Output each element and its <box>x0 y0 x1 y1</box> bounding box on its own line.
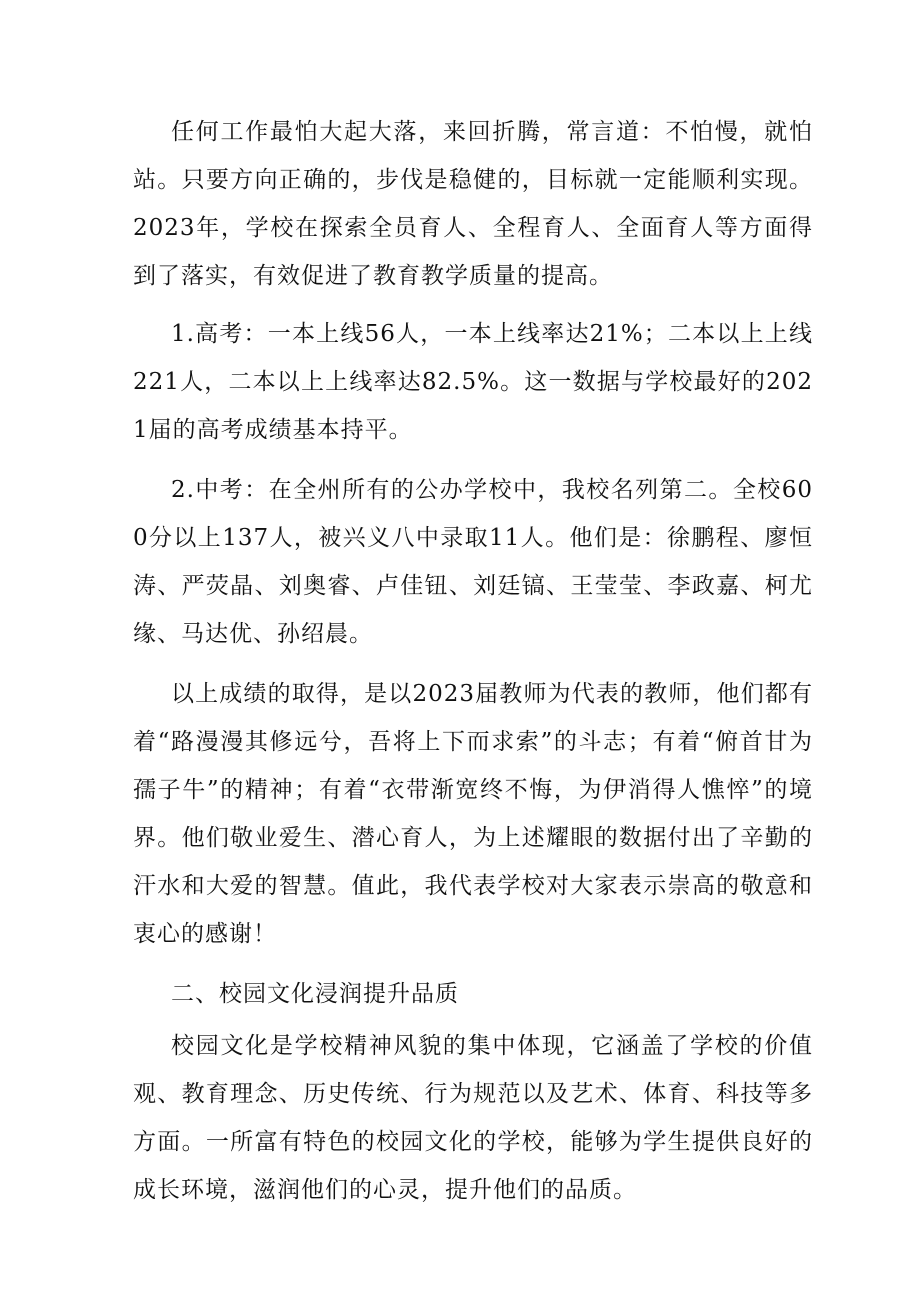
document-body <box>133 108 813 1214</box>
paragraph-teacher-thanks: 以上成绩的取得，是以2023届教师为代表的教师，他们都有着“路漫漫其修远兮，吾将上下而求索”的斗志；有着“俯首甘为孺子牛”的精神；有着“衣带渐宽终不悔，为伊消得人憔悴”的境界。他们敬业爱生、潜心育人，为上述耀眼的数据付出了辛勤的汗水和大爱的智慧。值此，我代表学校对大家表示崇高的敬意和衷心的感谢！ <box>133 681 813 947</box>
section-heading-campus-culture: 二、校园文化浸润提升品质 <box>171 981 459 1007</box>
paragraph-gaokao-results: 1.高考：一本上线56人，一本上线率达21%；二本以上上线221人，二本以上上线率达82.5%。这一数据与学校最好的2021届的高考成绩基本持平。 <box>133 321 813 443</box>
paragraph-work-stability: 任何工作最怕大起大落，来回折腾，常言道：不怕慢，就怕站。只要方向正确的，步伐是稳健的，目标就一定能顺利实现。2023年，学校在探索全员育人、全程育人、全面育人等方面得到了落实，有效促进了教育教学质量的提高。 <box>133 119 813 289</box>
paragraph-campus-culture: 校园文化是学校精神风貌的集中体现，它涵盖了学校的价值观、教育理念、历史传统、行为规范以及艺术、体育、科技等多方面。一所富有特色的校园文化的学校，能够为学生提供良好的成长环境，滋润他们的心灵，提升他们的品质。 <box>133 1033 813 1203</box>
paragraph-zhongkao-results: 2.中考：在全州所有的公办学校中，我校名列第二。全校600分以上137人，被兴义八中录取11人。他们是：徐鹏程、廖恒涛、严荧晶、刘奥睿、卢佳钮、刘廷镐、王莹莹、李政嘉、柯尤缘、马达优、孙绍晨。 <box>133 477 813 647</box>
